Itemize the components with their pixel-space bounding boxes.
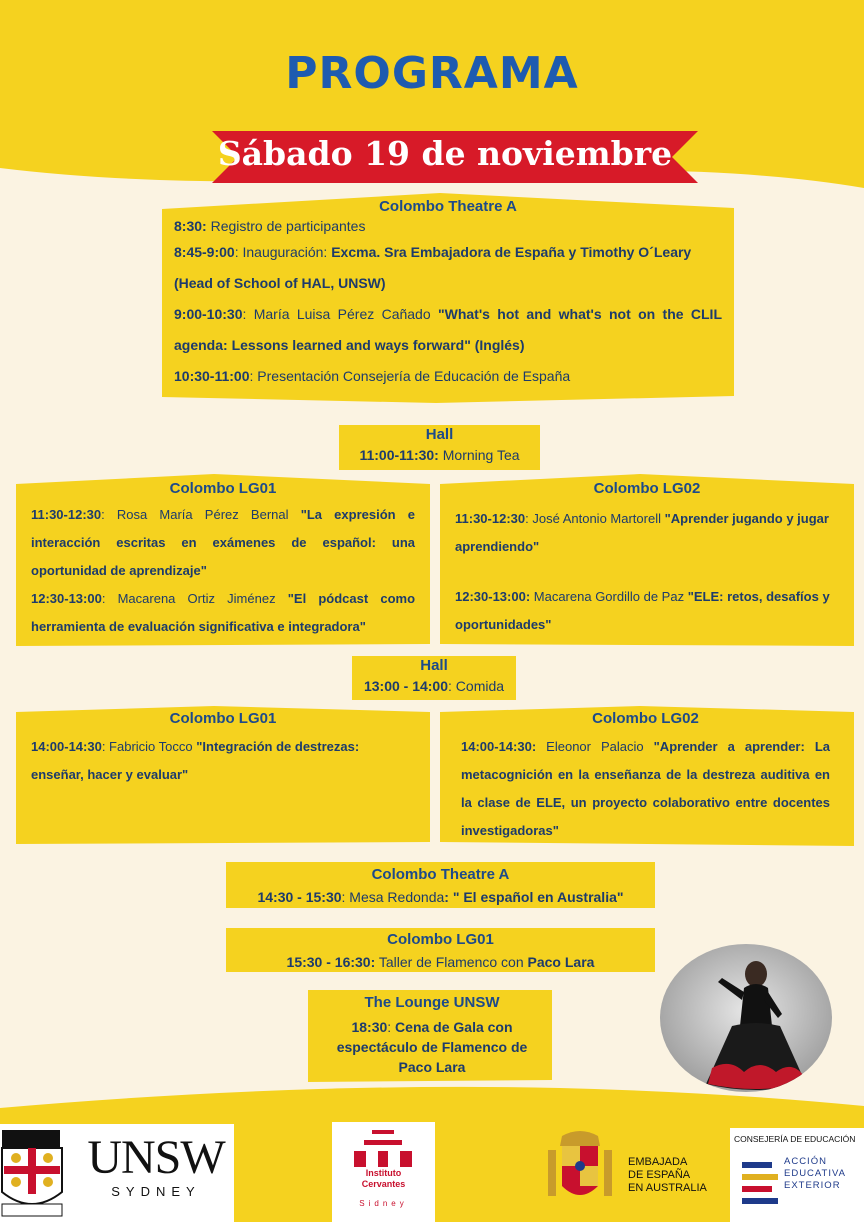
session-lg02-afternoon — [461, 710, 830, 845]
session-morning-tea — [339, 425, 540, 465]
agenda-item: 8:30: Registro de participantes — [174, 218, 366, 234]
session-lg01-afternoon — [31, 710, 371, 789]
consejeria-header: CONSEJERÍA DE EDUCACIÓN — [734, 1134, 856, 1144]
cervantes-line2: Cervantes — [361, 1179, 406, 1189]
room-label: Colombo LG01 — [387, 931, 494, 948]
session-opening — [174, 198, 722, 392]
agenda-item: 14:00-14:30: Fabricio Tocco "Integración de destrezas: enseñar, hacer y evaluar" — [31, 739, 360, 782]
embajada-line1: EMBAJADA — [628, 1156, 688, 1168]
consejeria-line1: ACCIÓN — [784, 1156, 827, 1167]
session-lunch — [352, 656, 516, 696]
consejeria-line2: EDUCATIVA — [784, 1168, 846, 1179]
room-label: Colombo Theatre A — [371, 866, 510, 883]
consejeria-line3: EXTERIOR — [784, 1180, 841, 1191]
page-title: PROGRAMA — [285, 48, 579, 99]
agenda-item: 8:45-9:00: Inauguración: Excma. Sra Embajadora de España y Timothy O´Leary (Head of School of HAL, UNSW) — [174, 244, 692, 291]
room-label: Colombo LG02 — [593, 480, 701, 497]
room-label: Hall — [420, 657, 448, 674]
agenda-item: 12:30-13:00: Macarena Ortiz Jiménez "El pódcast como herramienta de evaluación significativa e integradora" — [31, 591, 416, 634]
cervantes-city: Sidney — [359, 1199, 408, 1208]
embajada-line3: EN AUSTRALIA — [628, 1182, 707, 1194]
unsw-logo-name: UNSW — [87, 1131, 225, 1184]
agenda-item: 18:30: Cena de Gala con espectáculo de Flamenco de Paco Lara — [336, 1019, 528, 1075]
agenda-item: 13:00 - 14:00: Comida — [363, 678, 505, 694]
cervantes-line1: Instituto — [365, 1168, 402, 1178]
room-label: Colombo LG01 — [169, 710, 277, 727]
agenda-item: 15:30 - 16:30: Taller de Flamenco con Paco Lara — [286, 954, 595, 970]
session-flamenco-workshop — [226, 929, 655, 973]
consejeria-logo — [734, 1134, 862, 1192]
embajada-line2: DE ESPAÑA — [628, 1169, 691, 1181]
unsw-logo — [80, 1131, 232, 1199]
room-label: The Lounge UNSW — [364, 994, 500, 1011]
room-label: Colombo LG02 — [592, 710, 699, 727]
room-label: Colombo LG01 — [169, 480, 277, 497]
agenda-item: 9:00-10:30: María Luisa Pérez Cañado "What's hot and what's not on the CLIL agenda: Lessons learned and ways forward" (Inglés) — [174, 306, 722, 353]
session-lg01-morning — [31, 480, 415, 641]
room-label: Colombo Theatre A — [379, 198, 517, 215]
flamenco-dancer-photo — [660, 944, 832, 1092]
session-gala-dinner — [320, 993, 544, 1077]
cervantes-logo — [332, 1168, 435, 1209]
agenda-item: 11:30-12:30: Rosa María Pérez Bernal "La expresión e interacción escritas en exámenes de español: una oportunidad de aprendizaje" — [31, 507, 415, 578]
agenda-item: 14:30 - 15:30: Mesa Redonda: " El español en Australia" — [257, 889, 624, 905]
date-banner: Sábado 19 de noviembre — [217, 134, 673, 173]
embajada-logo — [628, 1156, 707, 1195]
unsw-logo-sub: SYDNEY — [111, 1184, 201, 1199]
agenda-item: 14:00-14:30: Eleonor Palacio "Aprender a aprender: La metacognición en la enseñanza de la destreza auditiva en la clase de ELE, un proyecto colaborativo entre docentes investigadoras" — [461, 739, 830, 838]
session-round-table — [226, 864, 655, 908]
session-lg02-morning — [455, 480, 839, 639]
agenda-item: 11:30-12:30: José Antonio Martorell "Aprender jugando y jugar aprendiendo" — [455, 511, 829, 554]
agenda-item: 12:30-13:00: Macarena Gordillo de Paz "ELE: retos, desafíos y oportunidades" — [455, 589, 830, 632]
room-label: Hall — [425, 426, 454, 443]
agenda-item: 10:30-11:00: Presentación Consejería de Educación de España — [174, 368, 571, 384]
agenda-item: 11:00-11:30: Morning Tea — [359, 447, 520, 463]
